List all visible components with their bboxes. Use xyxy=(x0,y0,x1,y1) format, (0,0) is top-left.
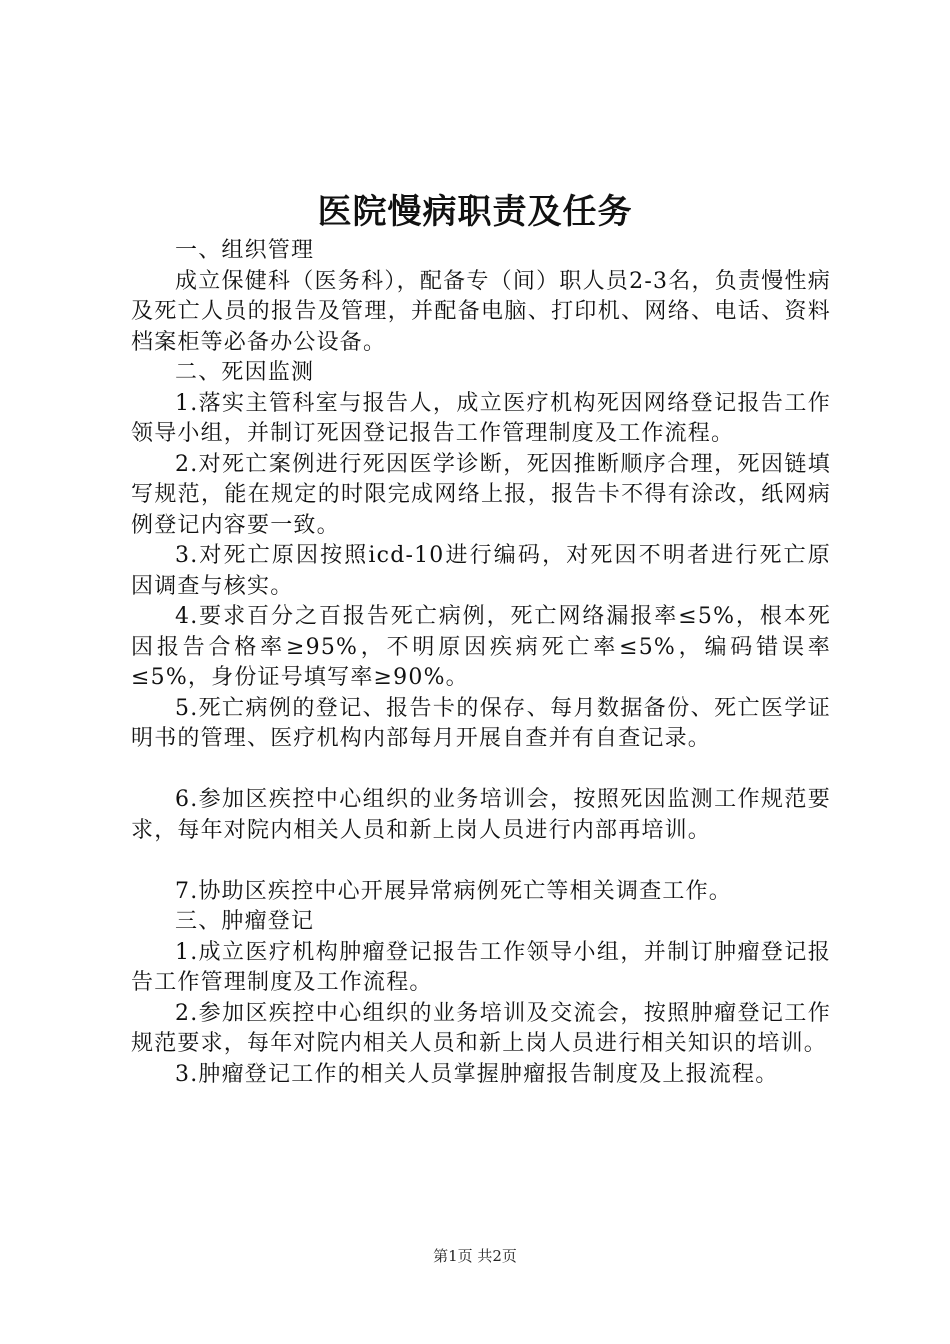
paragraph-item: 2.对死亡案例进行死因医学诊断，死因推断顺序合理，死因链填写规范，能在规定的时限完成网络上报，报告卡不得有涂改，纸网病例登记内容要一致。 xyxy=(131,451,831,538)
paragraph-item: 4.要求百分之百报告死亡病例，死亡网络漏报率≤5%，根本死因报告合格率≥95%，不明原因疾病死亡率≤5%，编码错误率≤5%，身份证号填写率≥90%。 xyxy=(131,604,831,690)
paragraph-item: 1.落实主管科室与报告人，成立医疗机构死因网络登记报告工作领导小组，并制订死因登记报告工作管理制度及工作流程。 xyxy=(131,390,831,446)
paragraph-item: 3.肿瘤登记工作的相关人员掌握肿瘤报告制度及上报流程。 xyxy=(175,1061,779,1087)
document-title: 医院慢病职责及任务 xyxy=(317,192,633,232)
document-body xyxy=(131,236,831,1090)
page-footer: 第1页 共2页 xyxy=(433,1247,517,1265)
paragraph-item: 2.参加区疾控中心组织的业务培训及交流会，按照肿瘤登记工作规范要求，每年对院内相关人员和新上岗人员进行相关知识的培训。 xyxy=(131,1000,831,1056)
paragraph-item: 1.成立医疗机构肿瘤登记报告工作领导小组，并制订肿瘤登记报告工作管理制度及工作流程。 xyxy=(131,939,831,995)
section-heading-death-cause: 二、死因监测 xyxy=(175,360,315,385)
paragraph-item: 7.协助区疾控中心开展异常病例死亡等相关调查工作。 xyxy=(175,878,732,904)
section-heading-organization: 一、组织管理 xyxy=(175,238,315,263)
paragraph-item: 5.死亡病例的登记、报告卡的保存、每月数据备份、死亡医学证明书的管理、医疗机构内部每月开展自查并有自查记录。 xyxy=(131,695,831,751)
paragraph-item: 3.对死亡原因按照icd-10进行编码，对死因不明者进行死亡原因调查与核实。 xyxy=(131,543,831,599)
section-heading-tumor: 三、肿瘤登记 xyxy=(175,909,315,934)
paragraph-organization: 成立保健科（医务科），配备专（间）职人员2-3名，负责慢性病及死亡人员的报告及管理，并配备电脑、打印机、网络、电话、资料档案柜等必备办公设备。 xyxy=(131,268,831,355)
paragraph-item: 6.参加区疾控中心组织的业务培训会，按照死因监测工作规范要求，每年对院内相关人员和新上岗人员进行内部再培训。 xyxy=(131,787,831,843)
